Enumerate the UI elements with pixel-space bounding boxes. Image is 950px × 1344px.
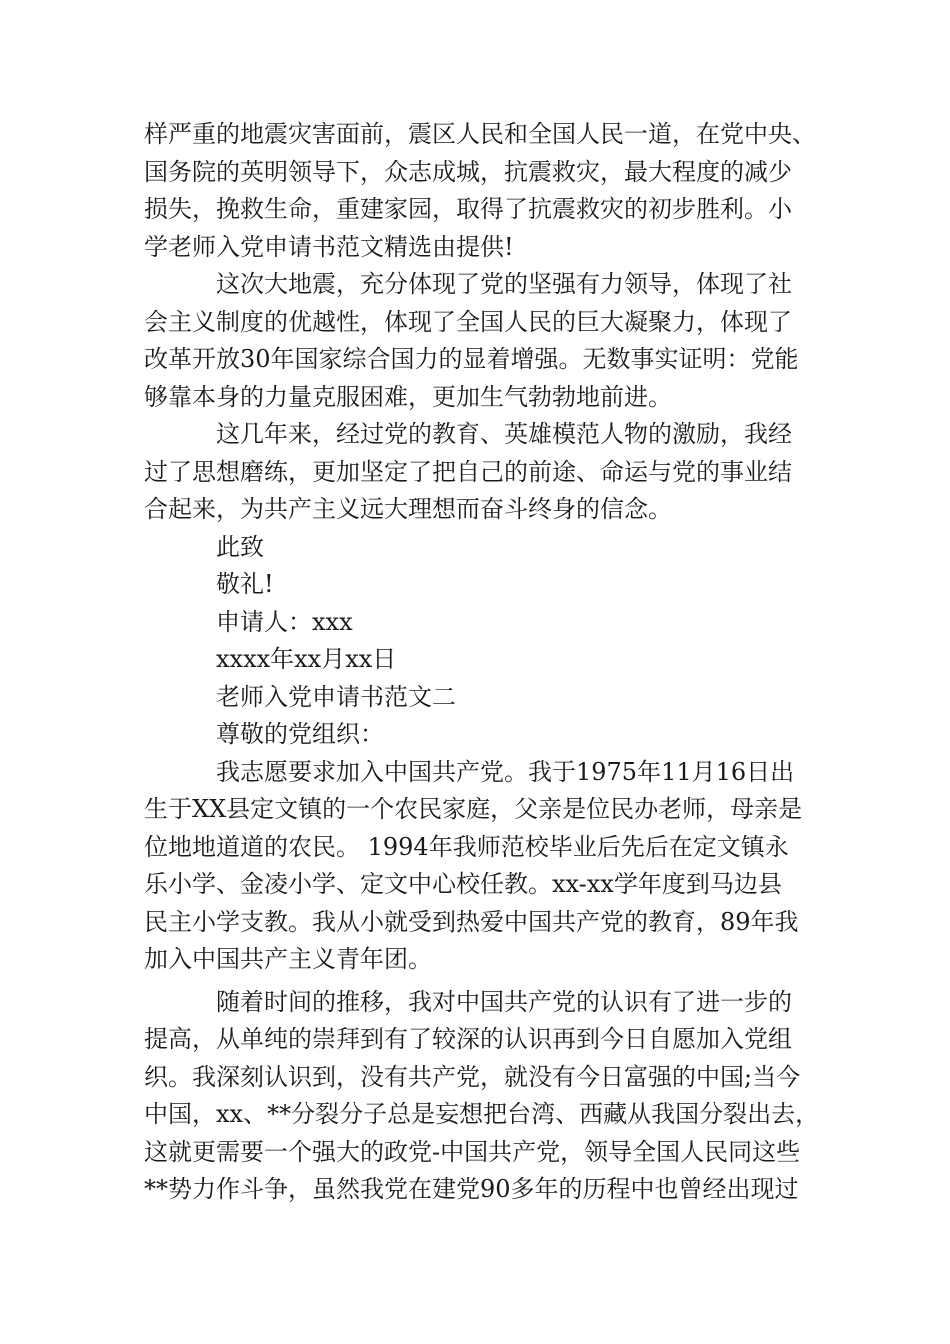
text-line: 损失，挽救生命，重建家园，取得了抗震救灾的初步胜利。小 (144, 195, 792, 223)
paragraph-first-line: 这次大地震，充分体现了党的坚强有力领导，体现了社 (216, 270, 792, 298)
text-line: 够靠本身的力量克服困难，更加生气勃勃地前进。 (144, 382, 672, 411)
text-line: 加入中国共产主义青年团。 (144, 945, 432, 973)
text-line: 织。我深刻认识到，没有共产党，就没有今日富强的中国;当今 (144, 1062, 801, 1091)
text-line: **势力作斗争，虽然我党在建党90多年的历程中也曾经出现过 (144, 1175, 799, 1203)
applicant-signature: 申请人：xxx (216, 607, 353, 636)
text-line: 合起来，为共产主义远大理想而奋斗终身的信念。 (144, 495, 672, 523)
text-line: 位地地道道的农民。 1994年我师范校毕业后先后在定文镇永 (144, 832, 789, 861)
paragraph-first-line: 我志愿要求加入中国共产党。我于1975年11月16日出 (216, 757, 795, 786)
text-line: 过了思想磨练，更加坚定了把自己的前途、命运与党的事业结 (144, 457, 792, 486)
text-line: 民主小学支教。我从小就受到热爱中国共产党的教育，89年我 (144, 907, 799, 936)
paragraph-first-line: 这几年来，经过党的教育、英雄模范人物的激励，我经 (216, 420, 792, 448)
section-title: 老师入党申请书范文二 (216, 682, 456, 711)
text-line: 中国，xx、**分裂分子总是妄想把台湾、西藏从我国分裂出去， (144, 1100, 820, 1128)
closing-regards: 敬礼! (216, 570, 274, 598)
closing-salutation: 此致 (216, 532, 264, 561)
text-line: 会主义制度的优越性，体现了全国人民的巨大凝聚力，体现了 (144, 307, 792, 336)
text-line: 这就更需要一个强大的政党-中国共产党，领导全国人民同这些 (144, 1137, 801, 1166)
text-line: 改革开放30年国家综合国力的显着增强。无数事实证明：党能 (144, 345, 799, 373)
text-line: 生于XX县定文镇的一个农民家庭，父亲是位民办老师，母亲是 (144, 795, 803, 823)
paragraph-first-line: 随着时间的推移，我对中国共产党的认识有了进一步的 (216, 987, 792, 1016)
text-line: 乐小学、金凌小学、定文中心校任教。xx-xx学年度到马边县 (144, 870, 782, 898)
text-line: 国务院的英明领导下，众志成城，抗震救灾，最大程度的减少 (144, 157, 792, 186)
document-body (144, 116, 824, 1209)
letter-greeting: 尊敬的党组织： (216, 720, 384, 748)
text-line: 提高，从单纯的崇拜到有了较深的认识再到今日自愿加入党组 (144, 1025, 792, 1053)
text-line: 样严重的地震灾害面前，震区人民和全国人民一道，在党中央、 (144, 120, 816, 148)
text-line: 学老师入党申请书范文精选由提供! (144, 232, 514, 261)
signature-date: xxxx年xx月xx日 (216, 645, 397, 673)
